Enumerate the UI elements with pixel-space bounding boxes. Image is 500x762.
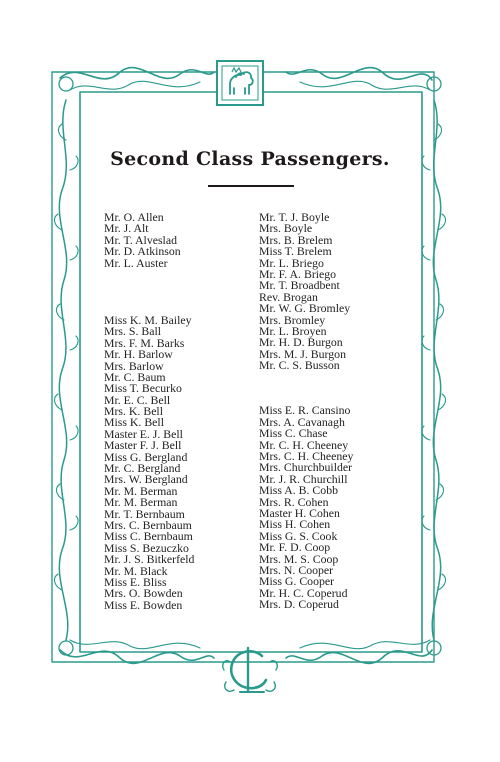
left-group-a [104,212,244,269]
passenger-name: Miss C. Bernbaum [104,529,193,544]
passenger-name: Mrs. Boyle [259,221,313,236]
passenger-name: Mrs. K. Bell [104,404,163,419]
passenger-name: Miss E. Bliss [104,574,167,589]
passenger-name: Mr. C. Bergland [104,461,181,476]
passenger-name: Miss G. S. Cook [259,528,338,543]
passenger-name: Mr. E. C. Bell [104,392,171,407]
passenger-name: Master F. J. Bell [104,438,182,453]
passenger-name: Master H. Cohen [259,505,340,520]
left-group-gap [104,269,244,315]
passenger-name: Miss T. Brelem [259,244,332,259]
right-group-b [259,405,409,610]
passenger-name: Mr. O. Allen [104,210,164,224]
passenger-name: Master E. J. Bell [104,426,183,441]
passenger-name: Miss C. Chase [259,426,328,441]
passenger-name: Mrs. Barlow [104,358,164,373]
page-title: Second Class Passengers. [110,148,390,170]
passenger-name: Miss A. B. Cobb [259,483,338,498]
passenger-name: Mrs. W. Bergland [104,472,188,487]
passenger-name: Mrs. Bromley [259,312,326,327]
passenger-name: Miss E. R. Cansino [259,403,351,418]
passenger-name: Mr. M. Black [104,563,168,578]
right-group-a [259,212,409,371]
passenger-name: Mrs. C. H. Cheeney [259,449,354,464]
passenger-name: Miss H. Cohen [259,517,331,532]
passenger-name: Mr. F. A. Briego [259,266,337,281]
passenger-name: Rev. Brogan [259,289,318,304]
passenger-name: Mrs. B. Brelem [259,232,333,247]
passenger-name: Miss G. Bergland [104,449,188,464]
passenger-name: Mr. C. S. Busson [259,358,340,373]
passenger-name: Mr. J. S. Bitkerfeld [104,552,195,567]
right-passenger-column [259,212,409,611]
passenger-name: Mr. M. Berman [104,483,178,498]
cl-monogram-emblem [218,642,282,700]
passenger-name: Mr. L. Broyen [259,323,327,338]
passenger-name: Mrs. S. Ball [104,324,162,339]
passenger-name: Mrs. M. J. Burgon [259,346,346,361]
title-divider [208,185,294,187]
passenger-name: Miss T. Becurko [104,381,182,396]
passenger-name: Mr. T. Bernbaum [104,506,185,521]
passenger-name: Mr. H. D. Burgon [259,335,343,350]
lion-crest-emblem [214,58,266,108]
passenger-name: Mr. T. Alveslad [104,232,177,247]
passenger-name: Mr. H. Barlow [104,347,173,362]
right-group-gap [259,371,409,405]
passenger-name: Miss K. M. Bailey [104,312,192,327]
passenger-name: Mr. C. Baum [104,369,166,384]
passenger-name: Mr. L. Auster [104,255,168,270]
passenger-name: Mr. T. J. Boyle [259,210,330,224]
passenger-name: Mr. J. Alt [104,221,149,236]
passenger-name: Mr. F. D. Coop [259,540,331,555]
passenger-name: Miss K. Bell [104,415,164,430]
passenger-name: Miss G. Cooper [259,574,335,589]
passenger-name: Mr. H. C. Coperud [259,585,348,600]
passenger-name: Mrs. A. Cavanagh [259,414,345,429]
passenger-name: Mr. M. Berman [104,495,178,510]
passenger-name: Mrs. Churchbuilder [259,460,353,475]
passenger-name: Mr. L. Briego [259,255,324,270]
left-passenger-column [104,212,244,611]
passenger-name: Mrs. C. Bernbaum [104,517,192,532]
passenger-name: Mr. T. Broadbent [259,278,340,293]
passenger-name: Mr. W. G. Bromley [259,301,351,316]
passenger-name: Miss S. Bezuczko [104,540,189,555]
passenger-name: Mrs. D. Coperud [259,597,339,612]
passenger-name: Miss E. Bowden [104,597,183,612]
passenger-name: Mrs. N. Cooper [259,562,334,577]
passenger-name: Mrs. R. Cohen [259,494,329,509]
passenger-name: Mr. D. Atkinson [104,244,181,259]
passenger-name: Mrs. O. Bowden [104,586,183,601]
left-group-b [104,312,244,612]
passenger-name: Mr. J. R. Churchill [259,471,348,486]
passenger-name: Mrs. M. S. Coop [259,551,339,566]
passenger-name: Mrs. F. M. Barks [104,335,185,350]
passenger-name: Mr. C. H. Cheeney [259,437,349,452]
